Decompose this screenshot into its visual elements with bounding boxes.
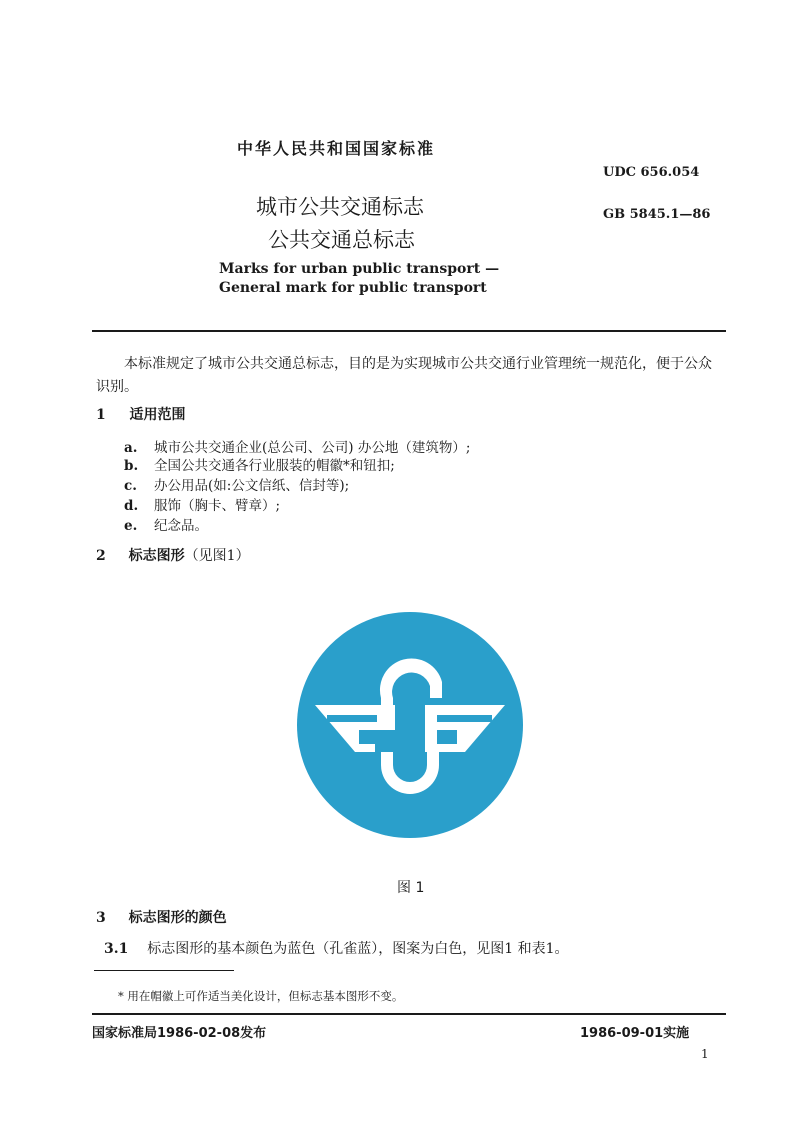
intro-text: 本标准规定了城市公共交通总标志，目的是为实现城市公共交通行业管理统一规范化，便于公众识别。 bbox=[96, 356, 712, 395]
list-item: c. 办公用品(如:公文信纸、信封等); bbox=[124, 478, 350, 494]
list-item: e. 纪念品。 bbox=[124, 518, 208, 534]
section-3-title: 标志图形的颜色 bbox=[128, 910, 227, 926]
udc-code: UDC 656.054 bbox=[603, 165, 700, 180]
title-en-line2: General mark for public transport bbox=[219, 280, 487, 296]
footnote-divider bbox=[94, 970, 234, 971]
standard-type-heading: 中华人民共和国国家标准 bbox=[237, 139, 436, 158]
intro-paragraph bbox=[96, 353, 716, 399]
figure-caption: 图 1 bbox=[397, 880, 425, 896]
clause-3-1-text: 标志图形的基本颜色为蓝色（孔雀蓝），图案为白色，见图1 和表1。 bbox=[147, 941, 569, 957]
section-1-heading bbox=[96, 404, 186, 424]
clause-3-1 bbox=[104, 938, 569, 958]
section-3-number: 3 bbox=[96, 910, 106, 926]
header-divider bbox=[92, 330, 726, 332]
footer-divider bbox=[92, 1013, 726, 1015]
public-transport-mark-figure bbox=[297, 612, 523, 838]
section-3-heading bbox=[96, 907, 227, 927]
section-2-number: 2 bbox=[96, 548, 106, 564]
title-zh-line2: 公共交通总标志 bbox=[268, 228, 415, 252]
clause-3-1-number: 3.1 bbox=[104, 941, 129, 957]
list-item: a. 城市公共交通企业(总公司、公司) 办公地（建筑物）; bbox=[124, 440, 471, 456]
section-2-ref: （见图1） bbox=[184, 548, 250, 564]
gb-number: GB 5845.1—86 bbox=[603, 207, 711, 222]
section-2-title: 标志图形 bbox=[128, 548, 185, 564]
list-item: d. 服饰（胸卡、臂章）; bbox=[124, 498, 281, 514]
section-1-number: 1 bbox=[96, 407, 106, 423]
list-item: b. 全国公共交通各行业服装的帽徽*和钮扣; bbox=[124, 458, 395, 474]
page-number: 1 bbox=[701, 1047, 709, 1061]
issue-date: 国家标准局1986-02-08发布 bbox=[92, 1026, 267, 1041]
title-en-line1: Marks for urban public transport — bbox=[219, 261, 500, 277]
effective-date: 1986-09-01实施 bbox=[580, 1026, 690, 1041]
title-zh-line1: 城市公共交通标志 bbox=[256, 195, 424, 219]
section-1-title: 适用范围 bbox=[129, 407, 186, 423]
section-2-heading bbox=[96, 545, 250, 565]
footnote: * 用在帽徽上可作适当美化设计，但标志基本图形不变。 bbox=[118, 989, 404, 1003]
